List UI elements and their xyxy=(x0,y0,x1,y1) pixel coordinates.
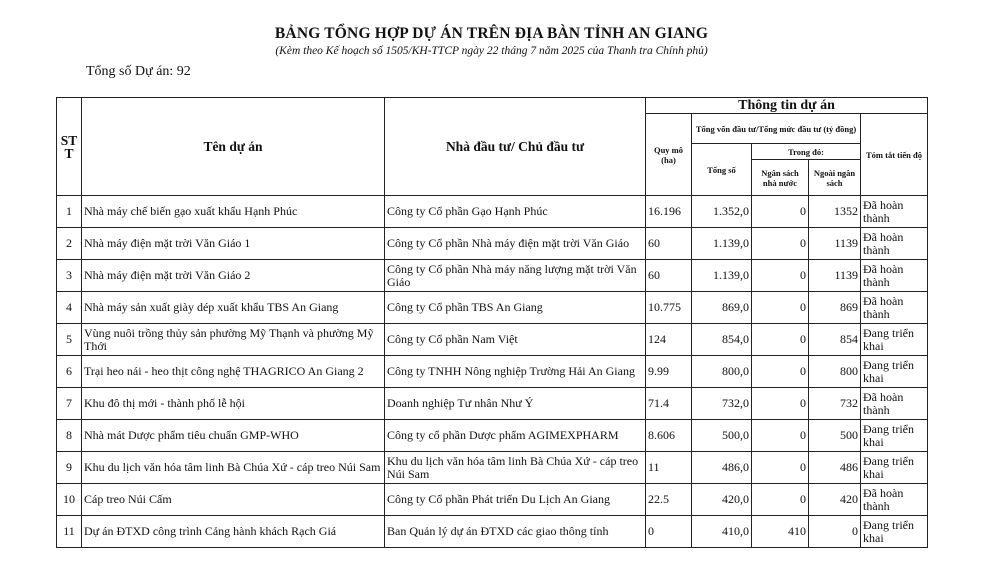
cell-state-budget: 0 xyxy=(752,388,809,420)
cell-state-budget: 0 xyxy=(752,356,809,388)
cell-project-name: Khu du lịch văn hóa tâm linh Bà Chúa Xứ - cáp treo Núi Sam xyxy=(82,452,385,484)
cell-non-budget: 800 xyxy=(809,356,861,388)
cell-total: 500,0 xyxy=(692,420,752,452)
header-info-group: Thông tin dự án xyxy=(646,98,928,114)
header-of-which: Trong đó: xyxy=(752,144,861,160)
cell-total: 410,0 xyxy=(692,516,752,548)
header-progress: Tóm tắt tiến độ xyxy=(861,114,928,196)
header-scale: Quy mô (ha) xyxy=(646,114,692,196)
cell-investor: Công ty Cổ phần Nhà máy năng lượng mặt trời Văn Giáo xyxy=(385,260,646,292)
cell-investor: Công ty Cổ phần Nam Việt xyxy=(385,324,646,356)
cell-investor: Công ty TNHH Nông nghiệp Trường Hải An Giang xyxy=(385,356,646,388)
cell-total: 800,0 xyxy=(692,356,752,388)
cell-total: 486,0 xyxy=(692,452,752,484)
cell-scale: 60 xyxy=(646,260,692,292)
cell-stt: 11 xyxy=(57,516,82,548)
cell-progress: Đã hoàn thành xyxy=(861,228,928,260)
cell-non-budget: 486 xyxy=(809,452,861,484)
cell-state-budget: 0 xyxy=(752,196,809,228)
cell-stt: 3 xyxy=(57,260,82,292)
cell-scale: 124 xyxy=(646,324,692,356)
cell-project-name: Khu đô thị mới - thành phố lễ hội xyxy=(82,388,385,420)
cell-stt: 4 xyxy=(57,292,82,324)
table-row xyxy=(57,196,928,228)
cell-progress: Đã hoàn thành xyxy=(861,196,928,228)
cell-state-budget: 0 xyxy=(752,420,809,452)
cell-scale: 0 xyxy=(646,516,692,548)
header-stt: ST T xyxy=(57,98,82,196)
table-row xyxy=(57,420,928,452)
cell-total: 1.139,0 xyxy=(692,260,752,292)
cell-project-name: Trại heo nái - heo thịt công nghệ THAGRICO An Giang 2 xyxy=(82,356,385,388)
cell-state-budget: 410 xyxy=(752,516,809,548)
table-row xyxy=(57,292,928,324)
cell-investor: Công ty Cổ phần Phát triển Du Lịch An Giang xyxy=(385,484,646,516)
cell-progress: Đã hoàn thành xyxy=(861,292,928,324)
cell-total: 420,0 xyxy=(692,484,752,516)
cell-stt: 6 xyxy=(57,356,82,388)
cell-scale: 11 xyxy=(646,452,692,484)
cell-stt: 1 xyxy=(57,196,82,228)
cell-progress: Đã hoàn thành xyxy=(861,388,928,420)
header-state-budget: Ngân sách nhà nước xyxy=(752,160,809,196)
cell-progress: Đã hoàn thành xyxy=(861,260,928,292)
cell-investor: Công ty cổ phần Dược phẩm AGIMEXPHARM xyxy=(385,420,646,452)
cell-investor: Doanh nghiệp Tư nhân Như Ý xyxy=(385,388,646,420)
cell-progress: Đang triển khai xyxy=(861,516,928,548)
cell-total: 732,0 xyxy=(692,388,752,420)
header-total: Tổng số xyxy=(692,144,752,196)
cell-total: 1.352,0 xyxy=(692,196,752,228)
document-subtitle: (Kèm theo Kế hoạch số 1505/KH-TTCP ngày 22 tháng 7 năm 2025 của Thanh tra Chính phủ) xyxy=(275,45,708,57)
header-investor: Nhà đầu tư/ Chủ đầu tư xyxy=(385,98,646,196)
cell-project-name: Cáp treo Núi Cấm xyxy=(82,484,385,516)
table-row xyxy=(57,324,928,356)
cell-investor: Ban Quản lý dự án ĐTXD các giao thông tỉnh xyxy=(385,516,646,548)
cell-project-name: Nhà máy sản xuất giày dép xuất khẩu TBS An Giang xyxy=(82,292,385,324)
cell-non-budget: 420 xyxy=(809,484,861,516)
cell-non-budget: 869 xyxy=(809,292,861,324)
cell-stt: 9 xyxy=(57,452,82,484)
total-projects: Tổng số Dự án: 92 xyxy=(86,64,191,79)
table-row xyxy=(57,260,928,292)
cell-non-budget: 1352 xyxy=(809,196,861,228)
table-row xyxy=(57,228,928,260)
cell-total: 854,0 xyxy=(692,324,752,356)
cell-stt: 5 xyxy=(57,324,82,356)
cell-project-name: Vùng nuôi trồng thủy sản phường Mỹ Thạnh và phường Mỹ Thới xyxy=(82,324,385,356)
cell-state-budget: 0 xyxy=(752,292,809,324)
cell-scale: 10.775 xyxy=(646,292,692,324)
cell-non-budget: 854 xyxy=(809,324,861,356)
cell-project-name: Dự án ĐTXD công trình Cảng hành khách Rạch Giá xyxy=(82,516,385,548)
cell-non-budget: 0 xyxy=(809,516,861,548)
cell-stt: 2 xyxy=(57,228,82,260)
table-row xyxy=(57,452,928,484)
cell-state-budget: 0 xyxy=(752,260,809,292)
cell-investor: Khu du lịch văn hóa tâm linh Bà Chúa Xứ - cáp treo Núi Sam xyxy=(385,452,646,484)
cell-investor: Công ty Cổ phần Nhà máy điện mặt trời Văn Giáo xyxy=(385,228,646,260)
cell-scale: 9.99 xyxy=(646,356,692,388)
table-row xyxy=(57,388,928,420)
cell-non-budget: 1139 xyxy=(809,260,861,292)
cell-progress: Đang triển khai xyxy=(861,452,928,484)
cell-state-budget: 0 xyxy=(752,228,809,260)
table-row xyxy=(57,484,928,516)
cell-scale: 16.196 xyxy=(646,196,692,228)
cell-state-budget: 0 xyxy=(752,452,809,484)
cell-investor: Công ty Cổ phần Gạo Hạnh Phúc xyxy=(385,196,646,228)
table-row xyxy=(57,356,928,388)
cell-stt: 7 xyxy=(57,388,82,420)
cell-scale: 71.4 xyxy=(646,388,692,420)
cell-non-budget: 500 xyxy=(809,420,861,452)
document-title: BẢNG TỔNG HỢP DỰ ÁN TRÊN ĐỊA BÀN TỈNH AN GIANG xyxy=(274,25,709,42)
cell-non-budget: 1139 xyxy=(809,228,861,260)
header-name: Tên dự án xyxy=(82,98,385,196)
table-body xyxy=(57,196,928,548)
header-non-budget: Ngoài ngân sách xyxy=(809,160,861,196)
cell-project-name: Nhà máy điện mặt trời Văn Giáo 1 xyxy=(82,228,385,260)
cell-stt: 10 xyxy=(57,484,82,516)
cell-progress: Đang triển khai xyxy=(861,420,928,452)
table-row xyxy=(57,516,928,548)
cell-project-name: Nhà máy điện mặt trời Văn Giáo 2 xyxy=(82,260,385,292)
cell-progress: Đã hoàn thành xyxy=(861,484,928,516)
cell-total: 1.139,0 xyxy=(692,228,752,260)
cell-total: 869,0 xyxy=(692,292,752,324)
cell-scale: 8.606 xyxy=(646,420,692,452)
cell-progress: Đang triển khai xyxy=(861,356,928,388)
cell-state-budget: 0 xyxy=(752,484,809,516)
cell-scale: 60 xyxy=(646,228,692,260)
cell-state-budget: 0 xyxy=(752,324,809,356)
cell-project-name: Nhà mát Dược phẩm tiêu chuẩn GMP-WHO xyxy=(82,420,385,452)
cell-scale: 22.5 xyxy=(646,484,692,516)
cell-non-budget: 732 xyxy=(809,388,861,420)
cell-project-name: Nhà máy chế biến gạo xuất khẩu Hạnh Phúc xyxy=(82,196,385,228)
cell-progress: Đang triển khai xyxy=(861,324,928,356)
cell-investor: Công ty Cổ phần TBS An Giang xyxy=(385,292,646,324)
header-capital-group: Tổng vốn đầu tư/Tổng mức đầu tư (tỷ đồng) xyxy=(692,114,861,144)
cell-stt: 8 xyxy=(57,420,82,452)
projects-table xyxy=(56,97,928,548)
